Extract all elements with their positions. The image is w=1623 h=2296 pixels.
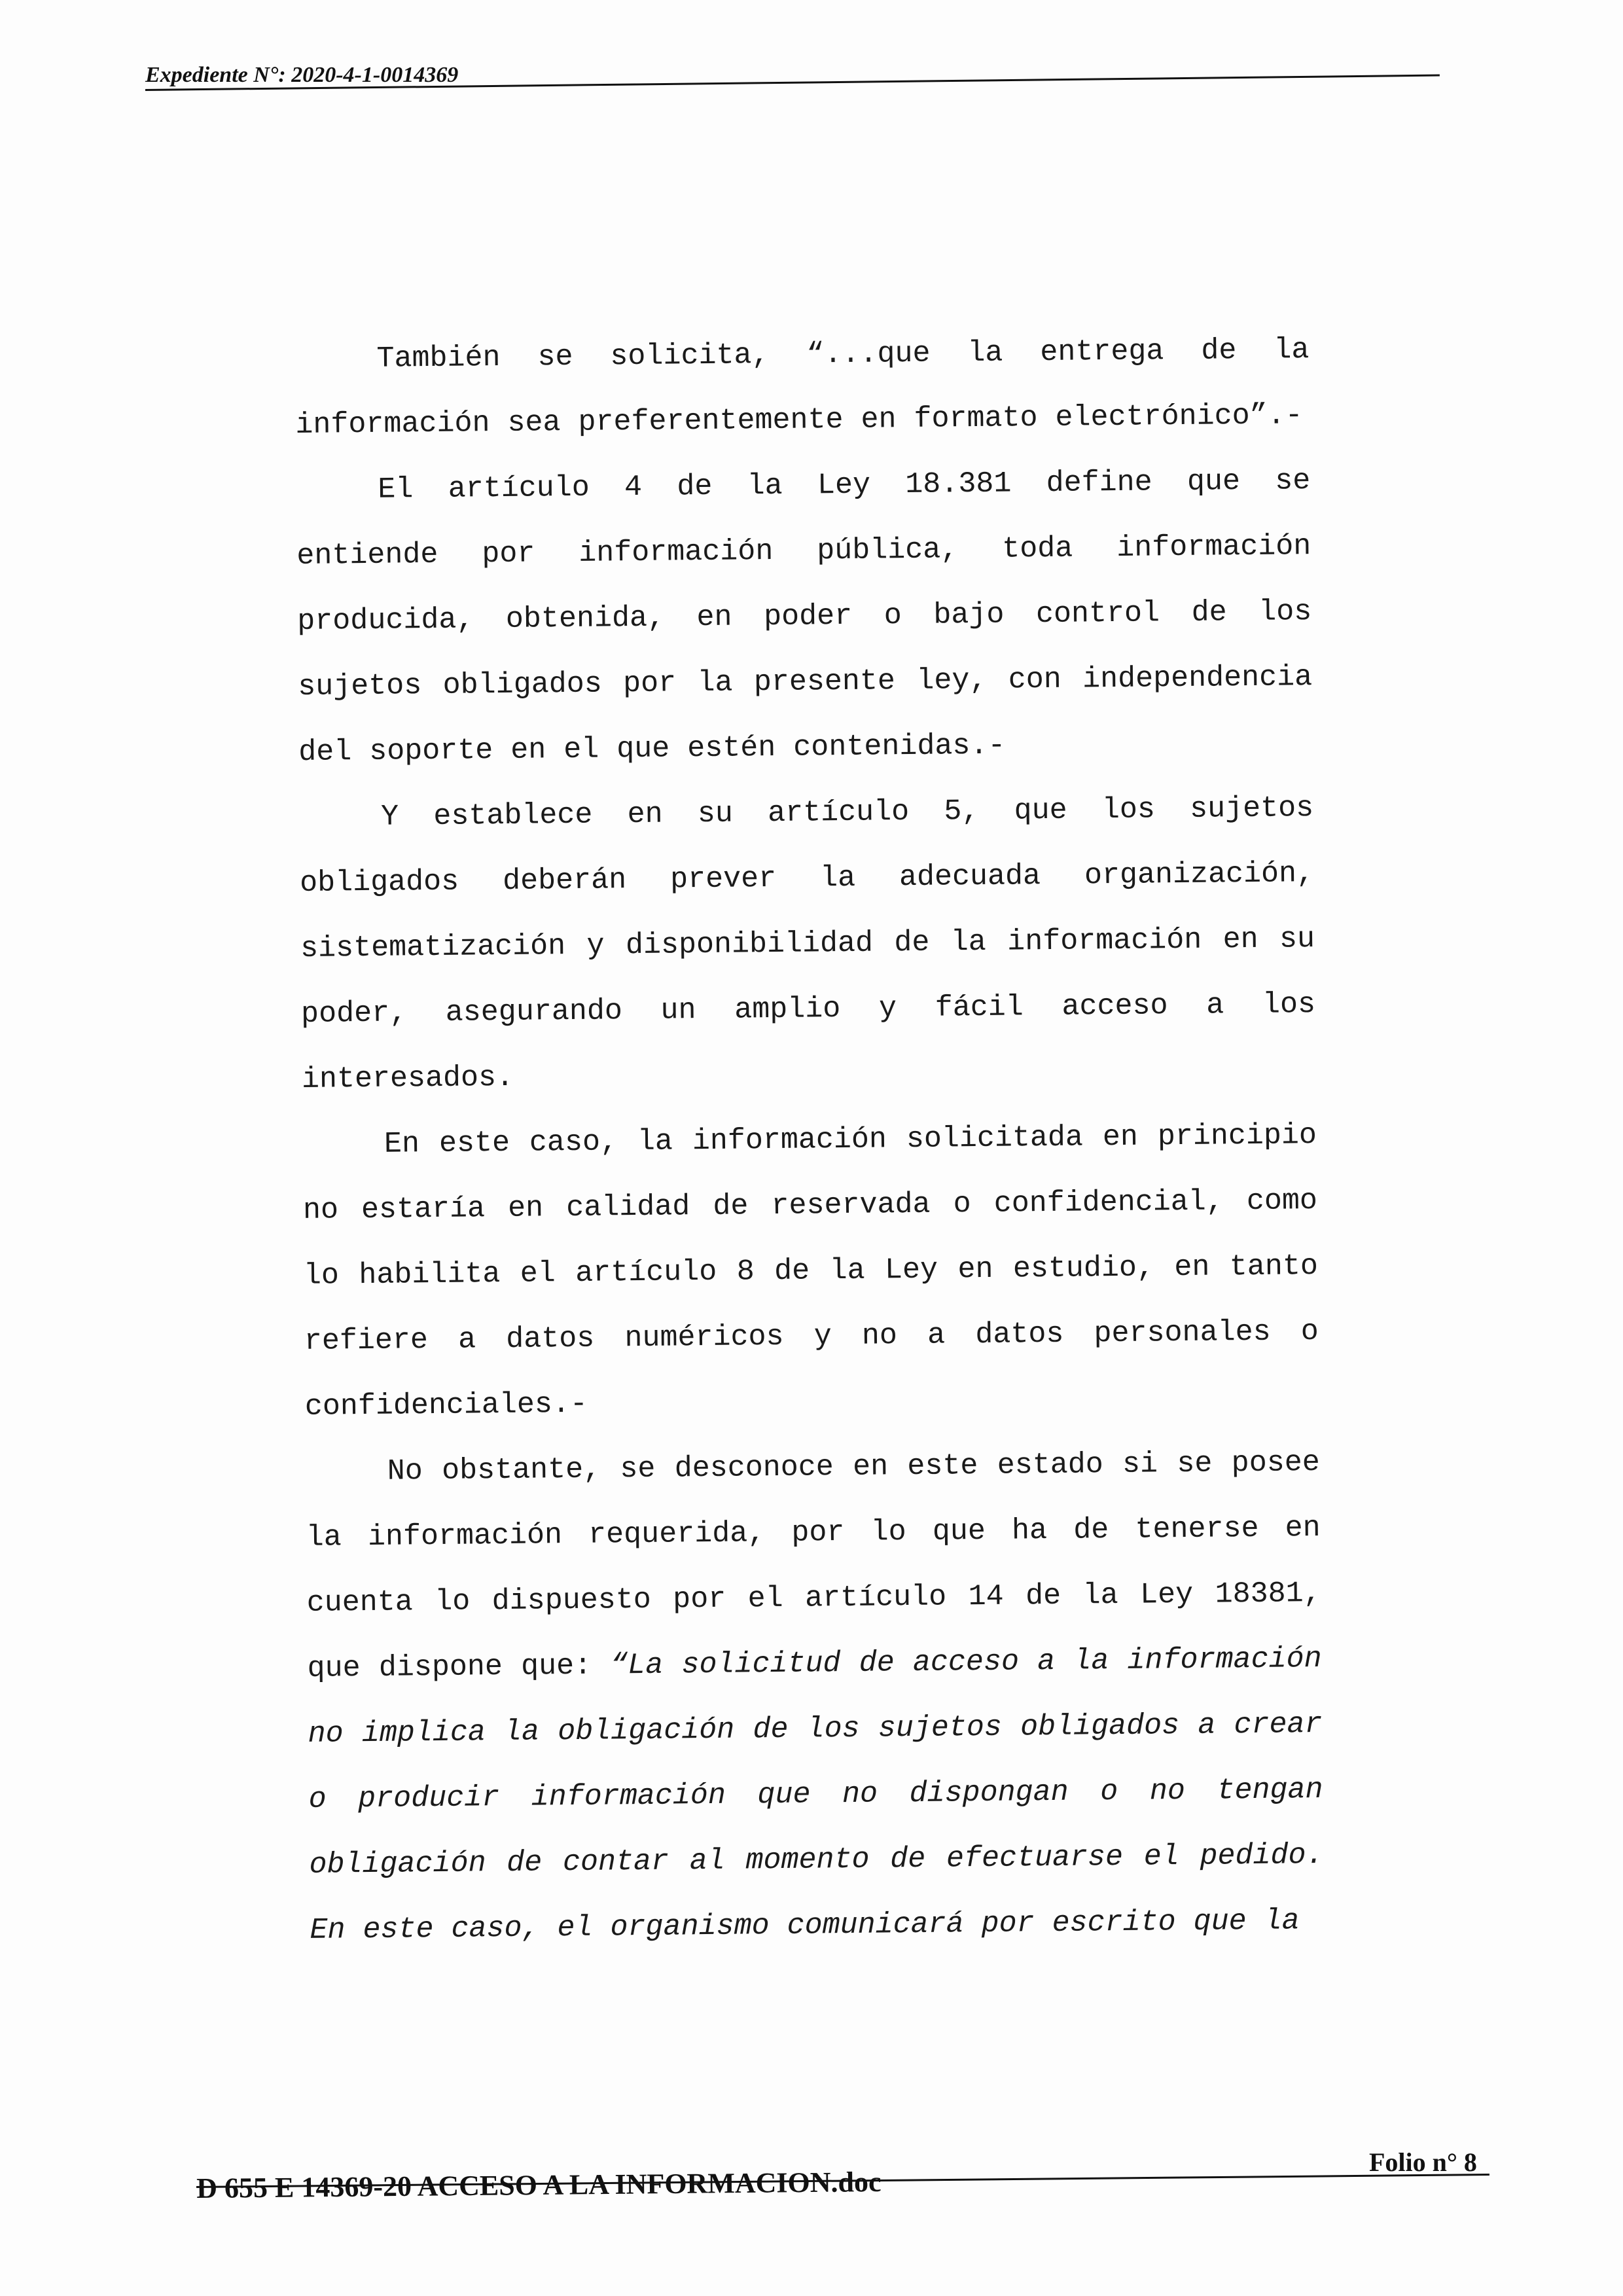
paragraph-5-intro: No obstante, se desconoce en este estado si se posee la información requerida, por lo que ha de tenerse en cuenta lo dispuesto por el artículo 14 de la Ley 18381, que dispone que: [306,1446,1321,1685]
law-quote: “La solicitud de acceso a la información no implica la obligación de los sujetos obligados a crear o producir información que no dispongan o no tengan obligación de contar al momento de efectuarse el pedido. En este caso, el organismo comunicará por escrito que la [308,1642,1324,1947]
paragraph-4: En este caso, la información solicitada en principio no estaría en calidad de reservada o confidencial, como lo habilita el artículo 8 de la Ley en estudio, en tanto refiere a datos numéricos y no a datos personales o confidenciales.- [302,1119,1319,1424]
paragraph-3: Y establece en su artículo 5, que los sujetos obligados deberán prever la adecuada organización, sistematización y disponibilidad de la información en su poder, asegurando un amplio y fácil acceso a los interesados. [299,791,1316,1096]
folio-number: Folio n° 8 [1369,2147,1477,2177]
document-body [294,317,1325,1964]
paragraph-1: También se solicita, “...que la entrega de la información sea preferentemente en formato electrónico”.- [295,333,1310,442]
document-filename: D 655 E 14369-20 ACCESO A LA INFORMACION.doc [196,2165,882,2204]
expediente-number: Expediente N°: 2020-4-1-0014369 [145,63,459,87]
paragraph-2: El artículo 4 de la Ley 18.381 define que se entiende por información pública, toda información producida, obtenida, en poder o bajo control de los sujetos obligados por la presente ley, con independencia del soporte en el que estén contenidas.- [296,464,1313,769]
paragraph-5 [305,1430,1325,1964]
